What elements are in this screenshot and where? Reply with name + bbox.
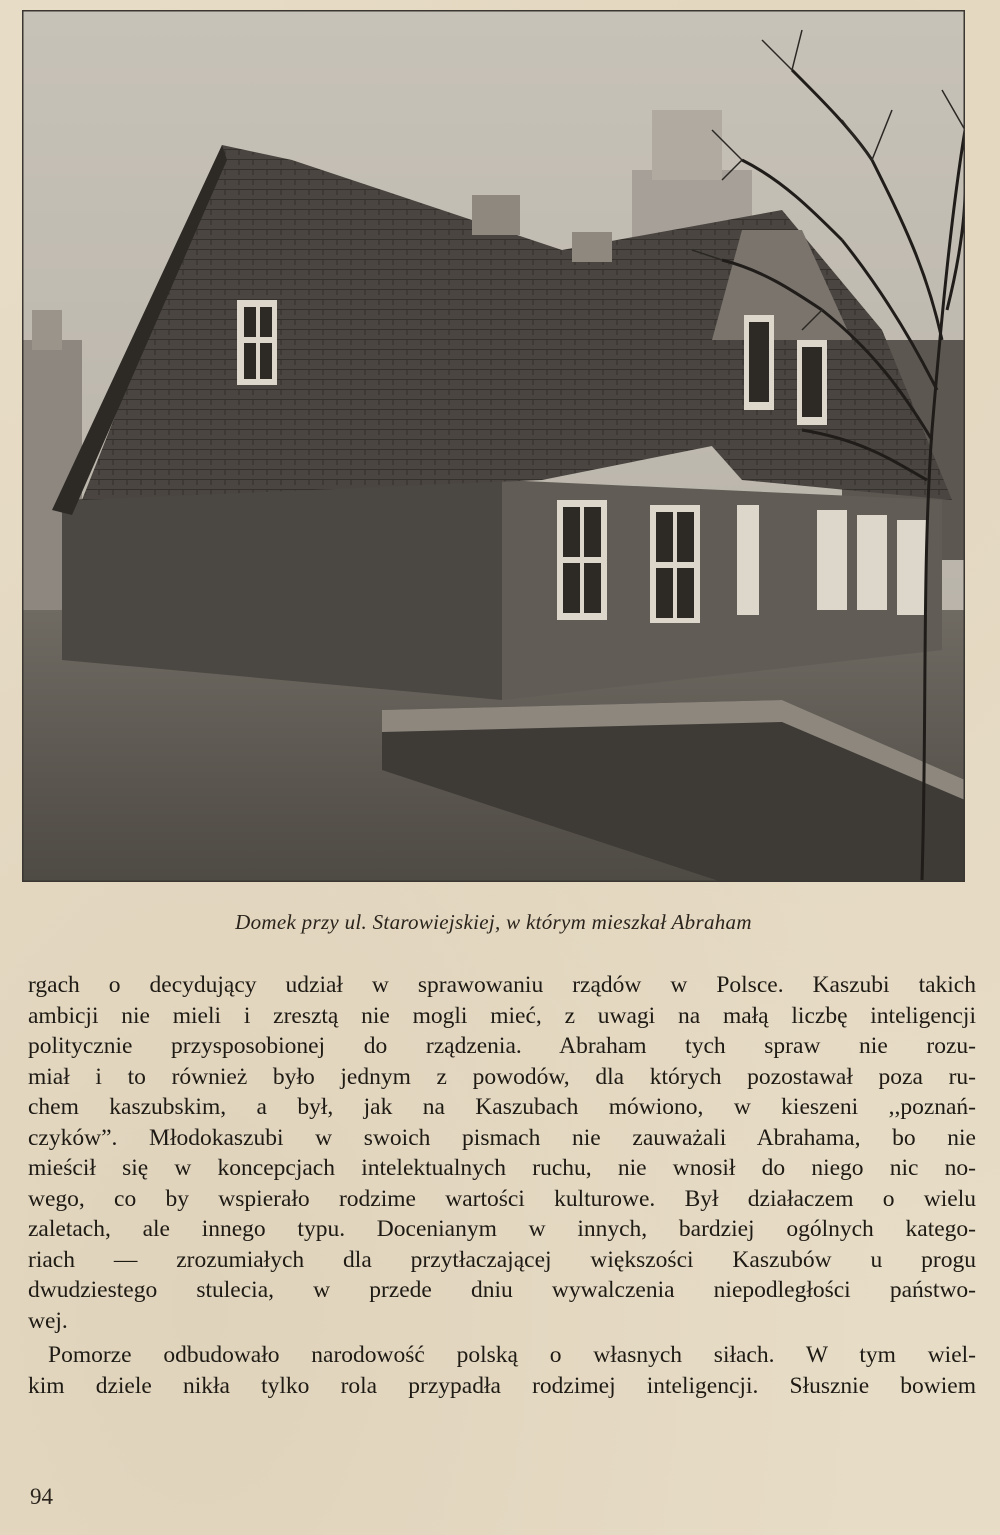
- text-line: miał i to również było jednym z powodów, dla których pozostawał poza ru-: [28, 1063, 976, 1090]
- text-line: rgach o decydujący udział w sprawowaniu rządów w Polsce. Kaszubi takich: [28, 972, 976, 998]
- text-line: Pomorze odbudowało narodowość polską o własnych siłach. W tym wiel-: [48, 1342, 976, 1368]
- paragraph: [28, 970, 976, 1336]
- paragraph: [28, 1340, 976, 1401]
- text-line: riach — zrozumiałych dla przytłaczającej większości Kaszubów u progu: [28, 1246, 976, 1273]
- body-text: [28, 970, 976, 1401]
- text-line: czyków”. Młodokaszubi w swoich pismach nie zauważali Abrahama, bo nie: [28, 1124, 976, 1151]
- text-line: dwudziestego stulecia, w przede dniu wywalczenia niepodległości państwo-: [28, 1277, 976, 1303]
- text-line: chem kaszubskim, a był, jak na Kaszubach mówiono, w kieszeni ,,poznań-: [28, 1094, 976, 1120]
- photo-caption: Domek przy ul. Starowiejskiej, w którym mieszkał Abraham: [235, 910, 752, 934]
- text-line: politycznie przysposobionej do rządzenia. Abraham tych spraw nie rozu-: [28, 1033, 976, 1059]
- text-line: ambicji nie mieli i zresztą nie mogli mieć, z uwagi na małą liczbę inteligencji: [28, 1002, 976, 1029]
- text-line: wego, co by wspierało rodzime wartości kulturowe. Był działaczem o wielu: [28, 1185, 976, 1212]
- text-line: zaletach, ale innego typu. Docenianym w innych, bardziej ogólnych katego-: [28, 1216, 976, 1242]
- text-line: kim dziele nikła tylko rola przypadła rodzimej inteligencji. Słusznie bowiem: [28, 1372, 976, 1399]
- house-photograph: [22, 10, 965, 882]
- text-line: mieścił się w koncepcjach intelektualnych ruchu, nie wnosił do niego nic no-: [28, 1155, 976, 1181]
- house-photo-illustration: [22, 10, 965, 882]
- page-number: 94: [30, 1484, 53, 1509]
- text-line: wej.: [28, 1307, 68, 1334]
